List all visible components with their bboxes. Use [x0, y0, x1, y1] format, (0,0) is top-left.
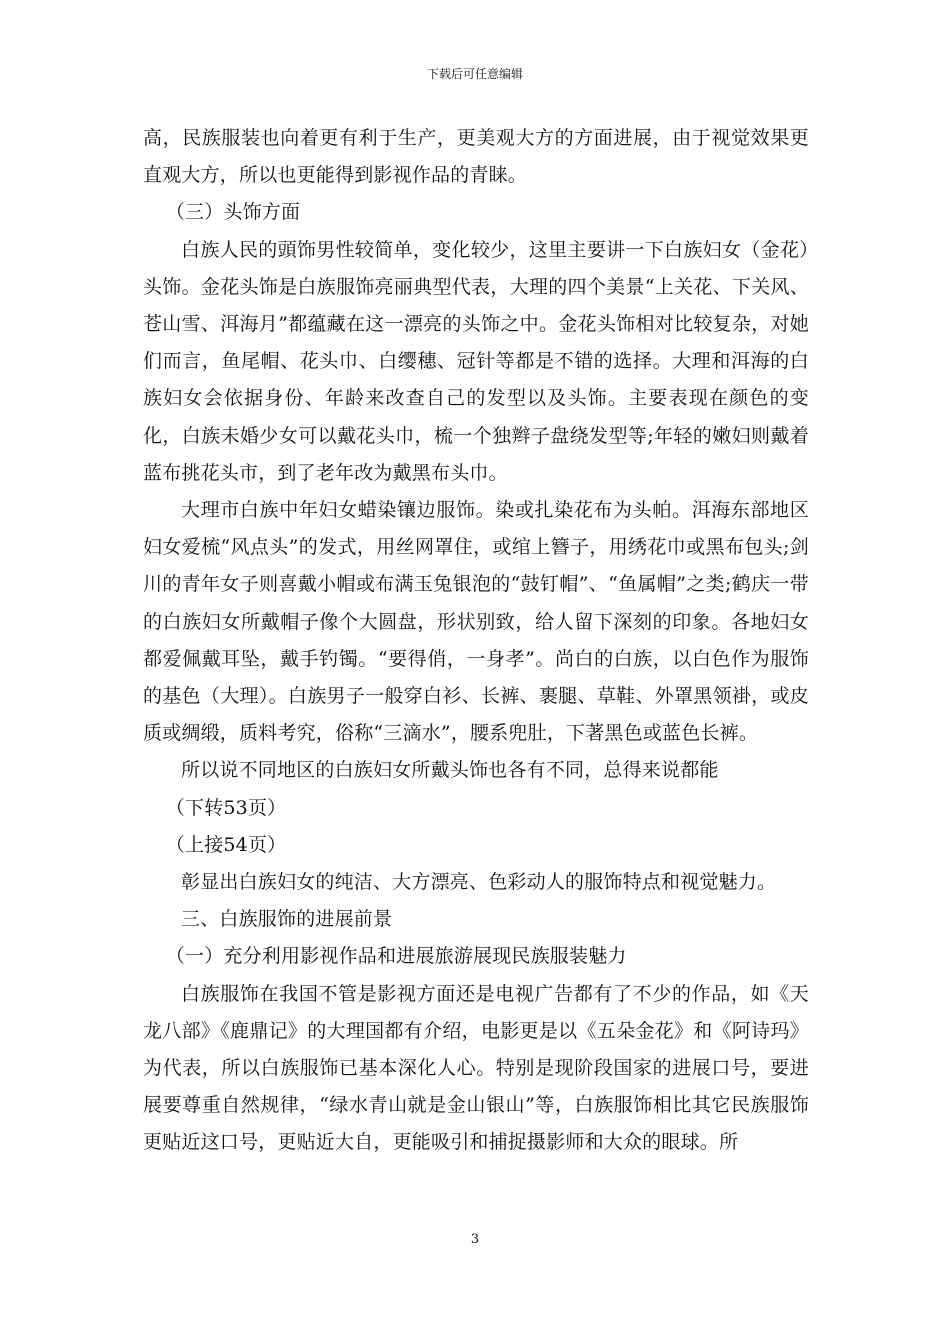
page-turn-note: （下转53页） [165, 796, 287, 819]
page-header: 下载后可任意编辑 [426, 67, 523, 81]
document-body [143, 120, 809, 1162]
paragraph-continuation: 高，民族服装也向着更有利于生产，更美观大方的方面进展，由于视觉效果更直观大方，所以也更能得到影视作品的青睐。 [143, 127, 809, 187]
heading-head-ornaments: （三）头饰方面 [165, 201, 301, 224]
paragraph-film-works: 白族服饰在我国不管是影视方面还是电视广告都有了不少的作品，如《天龙八部》《鹿鼎记》的大理国都有介绍，电影更是以《五朵金花》和《阿诗玛》为代表，所以白族服饰已基本深化人心。特别是现阶段国家的进展口号，要进展要尊重自然规律，“绿水青山就是金山银山”等，白族服饰相比其它民族服饰更贴近这口号，更贴近大自，更能吸引和捕捉摄影师和大众的眼球。所 [143, 982, 809, 1154]
paragraph-summary-continued: 彰显出白族妇女的纯洁、大方漂亮、色彩动人的服饰特点和视觉魅力。 [181, 871, 777, 894]
heading-section-prospects: 三、白族服饰的进展前景 [181, 908, 393, 931]
paragraph-summary: 所以说不同地区的白族妇女所戴头饰也各有不同，总得来说都能 [181, 759, 719, 782]
page-continue-note: （上接54页） [165, 833, 287, 856]
paragraph-head-ornament-2: 大理市白族中年妇女蜡染镶边服饰。染或扎染花布为头帕。洱海东部地区妇女爱梳“风点头”的发式，用丝网罩住，或绾上簪子，用绣花巾或黑布包头;剑川的青年女子则喜戴小帽或布满玉兔银泡的“鼓钉帽”、“鱼属帽”之类;鹤庆一带的白族妇女所戴帽子像个大圆盘，形状别致，给人留下深刻的印象。各地妇女都爱佩戴耳坠，戴手钓镯。“要得俏，一身孝”。尚白的白族，以白色作为服饰的基色（大理）。白族男子一般穿白衫、长裤、裹腿、草鞋、外罩黑领褂，或皮质或绸缎，质料考究，俗称“三滴水”，腰系兜肚，下著黑色或蓝色长裤。 [143, 499, 809, 745]
paragraph-head-ornament-1: 白族人民的頭饰男性较简单，变化较少，这里主要讲一下白族妇女（金花）头饰。金花头饰是白族服饰亮丽典型代表，大理的四个美景“上关花、下关风、苍山雪、洱海月”都蕴藏在这一漂亮的头饰之中。金花头饰相对比较复杂，对她们而言，鱼尾帽、花头巾、白缨穗、冠针等都是不错的选择。大理和洱海的白族妇女会依据身份、年龄来改查自己的发型以及头饰。主要表现在颜色的变化，白族未婚少女可以戴花头巾，梳一个独辫子盘绕发型等;年轻的嫩妇则戴着蓝布挑花头市，到了老年改为戴黑布头巾。 [143, 238, 809, 484]
heading-subsection-film-tourism: （一）充分利用影视作品和进展旅游展现民族服装魅力 [165, 945, 627, 968]
page-number: 3 [470, 1232, 480, 1247]
